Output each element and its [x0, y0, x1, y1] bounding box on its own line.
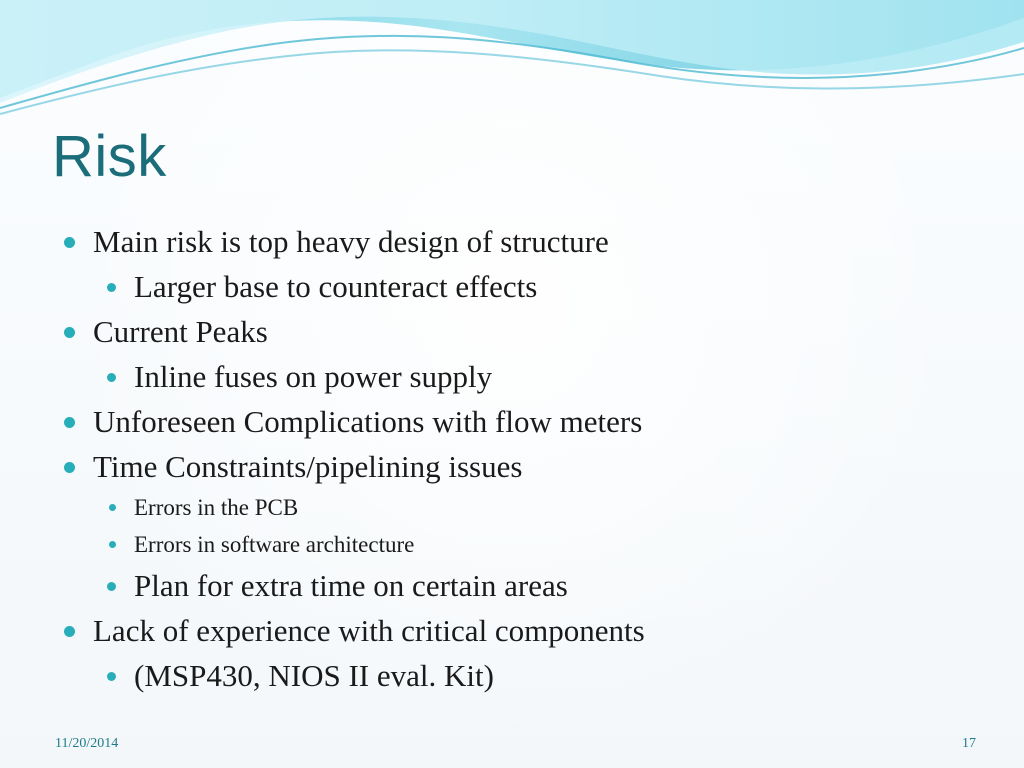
bullet-text: Main risk is top heavy design of structure [93, 224, 609, 259]
bullet-text: Time Constraints/pipelining issues [93, 449, 523, 484]
bullet-item [62, 354, 962, 399]
bullet-item [62, 608, 962, 653]
bullet-icon [64, 417, 75, 428]
bullet-text: Larger base to counteract effects [134, 269, 538, 304]
header-wave-graphic [0, 0, 1024, 120]
slide-number: 17 [962, 736, 976, 751]
slide-title: Risk [52, 124, 167, 189]
bullet-item [62, 399, 962, 444]
bullet-text: Errors in software architecture [134, 532, 415, 557]
bullet-item [62, 653, 962, 698]
bullet-item [62, 264, 962, 309]
bullet-icon [107, 582, 116, 591]
bullet-icon [64, 237, 75, 248]
bullet-icon [64, 327, 75, 338]
bullet-text: Current Peaks [93, 314, 268, 349]
bullet-text: Lack of experience with critical components [93, 613, 645, 648]
bullet-text: Inline fuses on power supply [134, 359, 493, 394]
bullet-text: (MSP430, NIOS II eval. Kit) [134, 658, 494, 693]
bullet-text: Unforeseen Complications with flow meters [93, 404, 643, 439]
bullet-text: Plan for extra time on certain areas [134, 568, 568, 603]
bullet-icon [64, 462, 75, 473]
bullet-text: Errors in the PCB [134, 495, 299, 520]
bullet-icon [107, 373, 116, 382]
bullet-icon [107, 283, 116, 292]
bullet-item [62, 309, 962, 354]
bullet-icon [64, 626, 75, 637]
bullet-item [62, 526, 962, 563]
bullet-icon [109, 504, 116, 511]
bullet-icon [109, 541, 116, 548]
footer-date: 11/20/2014 [55, 736, 119, 751]
bullet-item [62, 219, 962, 264]
bullet-list [62, 219, 962, 698]
bullet-item [62, 563, 962, 608]
bullet-icon [107, 672, 116, 681]
bullet-item [62, 444, 962, 489]
bullet-item [62, 489, 962, 526]
